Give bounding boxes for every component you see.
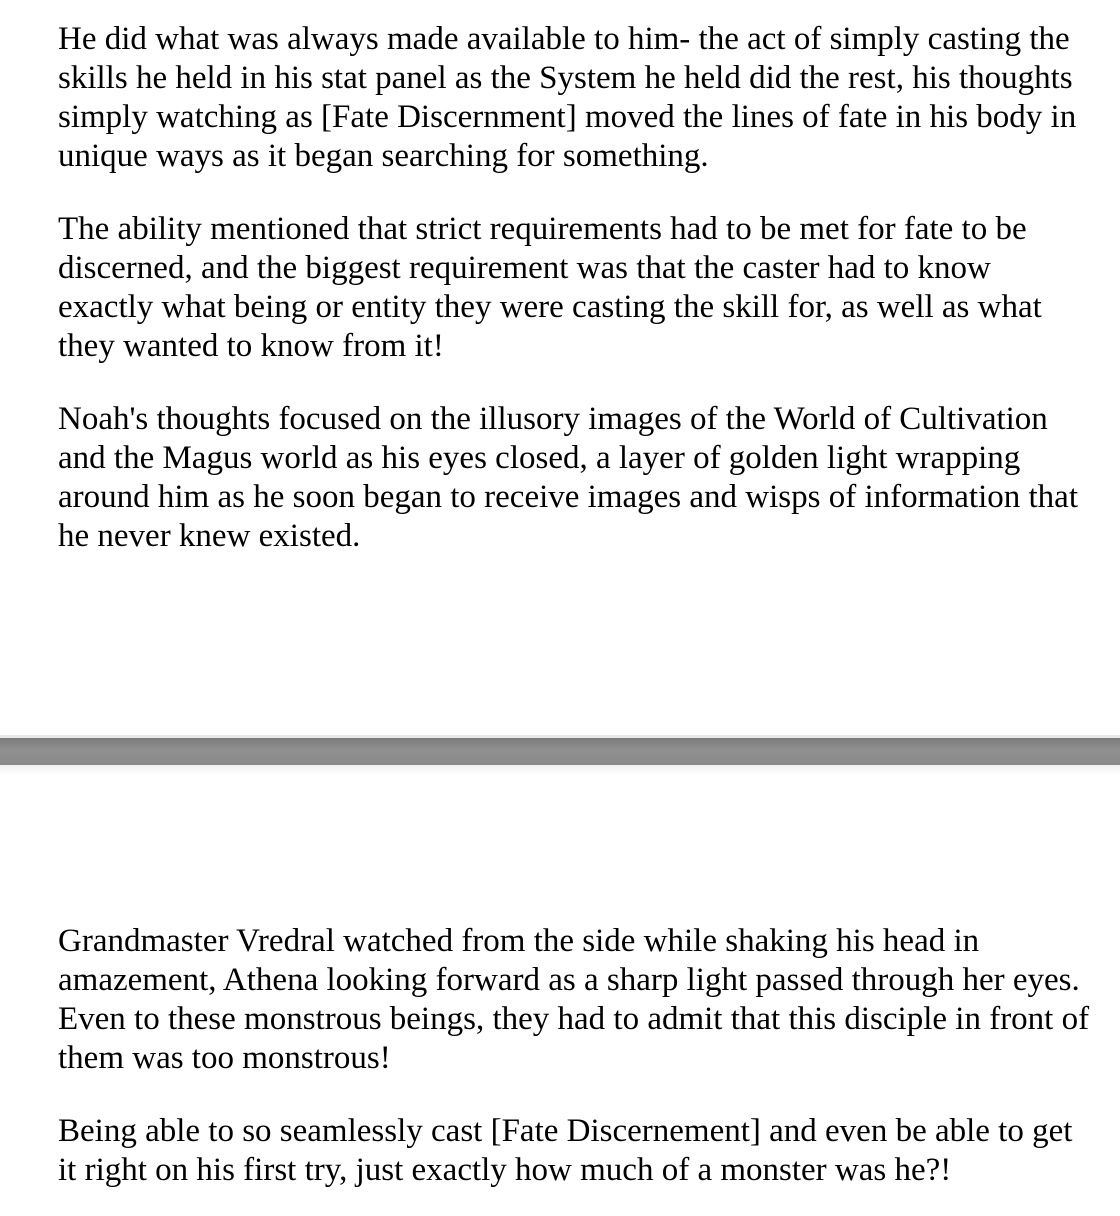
page-separator-bar — [0, 738, 1120, 765]
paragraph-5: Being able to so seamlessly cast [Fate Discernement] and even be able to get it right on his first try, just exactly how much of a monster was he?! — [58, 1113, 1073, 1188]
paragraph-4: Grandmaster Vredral watched from the side while shaking his head in amazement, Athena looking forward as a sharp light passed through her eyes. Even to these monstrous beings, they had to admit that this disciple in front of them was too monstrous! — [58, 923, 1090, 1076]
page-2 — [0, 775, 1120, 1216]
page-separator-shadow — [0, 765, 1120, 775]
paragraph-2: The ability mentioned that strict requirements had to be met for fate to be discerned, and the biggest requirement was that the caster had to know exactly what being or entity they were casting the skill for, as well as what they wanted to know from it! — [58, 211, 1042, 364]
paragraph-3: Noah's thoughts focused on the illusory images of the World of Cultivation and the Magus world as his eyes closed, a layer of golden light wrapping around him as he soon began to receive images and wisps of information that he never knew existed. — [58, 401, 1078, 554]
page-separator — [0, 735, 1120, 775]
paragraph-1: He did what was always made available to him- the act of simply casting the skills he held in his stat panel as the System he held did the rest, his thoughts simply watching as [Fate Discernment] moved the lines of fate in his body in unique ways as it began searching for something. — [58, 21, 1077, 174]
